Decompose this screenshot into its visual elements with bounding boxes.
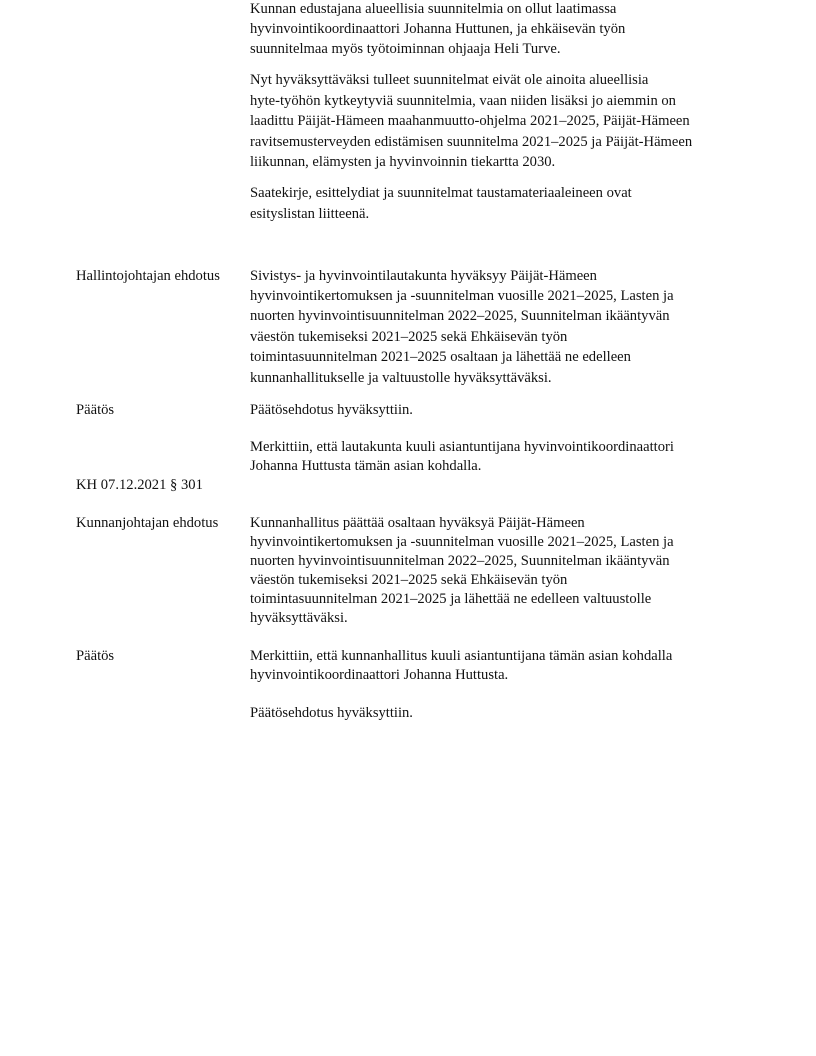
intro-p1-line: hyvinvointikoordinaattori Johanna Huttunen, ja ehkäisevän työn	[250, 21, 626, 37]
intro-p2-line: laadittu Päijät-Hämeen maahanmuutto-ohjelma 2021–2025, Päijät-Hämeen	[250, 113, 690, 129]
decision2-line: Merkittiin, että kunnanhallitus kuuli asiantuntijana tämän asian kohdalla	[250, 648, 673, 664]
proposal1-line: hyvinvointikertomuksen ja -suunnitelman vuosille 2021–2025, Lasten ja	[250, 288, 674, 304]
intro-p1-line: suunnitelmaa myös työtoiminnan ohjaaja Heli Turve.	[250, 41, 561, 57]
proposal2-line: hyvinvointikertomuksen ja -suunnitelman vuosille 2021–2025, Lasten ja	[250, 534, 674, 550]
proposal2-line: Kunnanhallitus päättää osaltaan hyväksyä Päijät-Hämeen	[250, 515, 585, 531]
proposal2-line: väestön tukemiseksi 2021–2025 sekä Ehkäisevän työn	[250, 572, 568, 588]
proposal1-line: toimintasuunnitelman 2021–2025 osaltaan ja lähettää ne edelleen	[250, 349, 631, 365]
intro-p2-line: hyte-työhön kytkeytyviä suunnitelmia, vaan niiden lisäksi jo aiemmin on	[250, 93, 676, 109]
intro-p1-line: Kunnan edustajana alueellisia suunnitelmia on ollut laatimassa	[250, 1, 617, 17]
decision2-line: Päätösehdotus hyväksyttiin.	[250, 705, 413, 721]
proposal1-line: Sivistys- ja hyvinvointilautakunta hyväksyy Päijät-Hämeen	[250, 268, 597, 284]
proposal1-line: nuorten hyvinvointisuunnitelman 2022–2025, Suunnitelman ikääntyvän	[250, 308, 670, 324]
intro-p3-line: esityslistan liitteenä.	[250, 206, 370, 222]
intro-p3-line: Saatekirje, esittelydiat ja suunnitelmat taustamateriaaleineen ovat	[250, 185, 632, 201]
proposal2-label: Kunnanjohtajan ehdotus	[76, 515, 219, 531]
proposal1-label: Hallintojohtajan ehdotus	[76, 268, 220, 284]
decision1-label: Päätös	[76, 402, 115, 418]
proposal1-line: kunnanhallitukselle ja valtuustolle hyväksyttäväksi.	[250, 370, 552, 386]
decision1-line: Päätösehdotus hyväksyttiin.	[250, 402, 413, 418]
decision1-line: Johanna Huttusta tämän asian kohdalla.	[250, 458, 482, 474]
intro-p2-line: liikunnan, elämysten ja hyvinvoinnin tiekartta 2030.	[250, 154, 556, 170]
decision2-label: Päätös	[76, 648, 115, 664]
decision2-line: hyvinvointikoordinaattori Johanna Huttusta.	[250, 667, 509, 683]
proposal2-line: toimintasuunnitelman 2021–2025 ja lähettää ne edelleen valtuustolle	[250, 591, 652, 607]
proposal2-line: nuorten hyvinvointisuunnitelman 2022–2025, Suunnitelman ikääntyvän	[250, 553, 670, 569]
decision1-line: Merkittiin, että lautakunta kuuli asiantuntijana hyvinvointikoordinaattori	[250, 439, 674, 455]
intro-p2-line: Nyt hyväksyttäväksi tulleet suunnitelmat eivät ole ainoita alueellisia	[250, 72, 649, 88]
intro-p2-line: ravitsemusterveyden edistämisen suunnitelma 2021–2025 ja Päijät-Hämeen	[250, 134, 693, 150]
section-reference: KH 07.12.2021 § 301	[76, 477, 203, 493]
proposal2-line: hyväksyttäväksi.	[250, 610, 348, 626]
proposal1-line: väestön tukemiseksi 2021–2025 sekä Ehkäisevän työn	[250, 329, 568, 345]
